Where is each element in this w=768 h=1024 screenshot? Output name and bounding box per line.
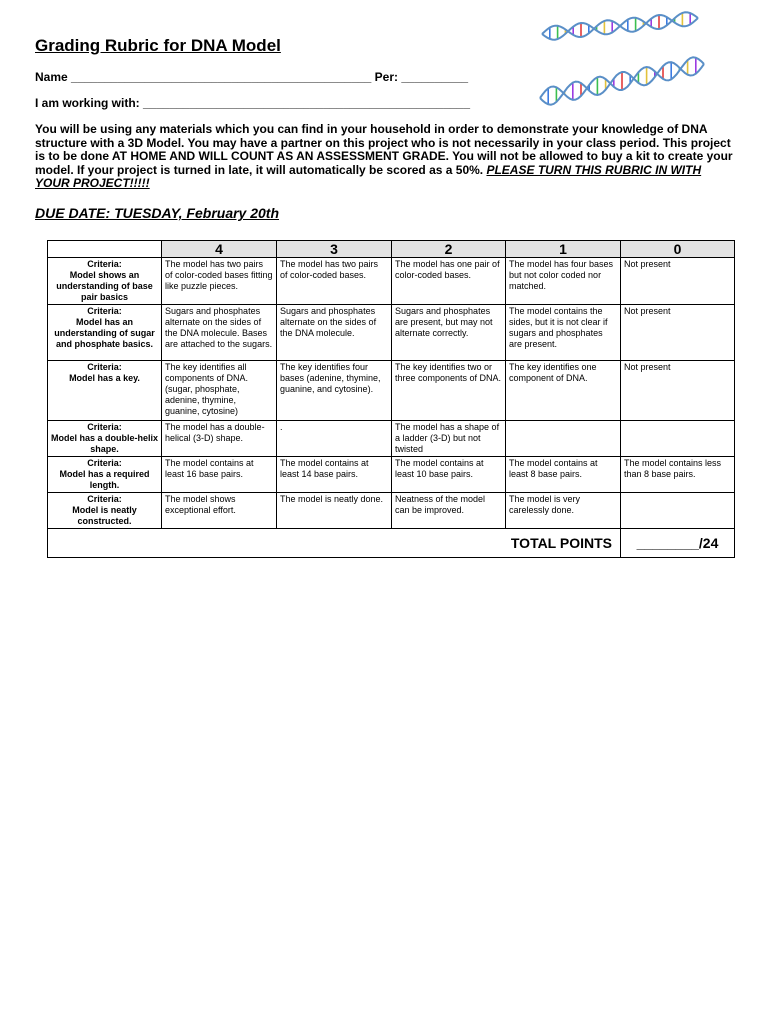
rubric-cell: Not present: [621, 305, 735, 361]
rubric-header-score: 0: [621, 241, 735, 258]
criteria-label: Criteria:: [87, 494, 122, 504]
rubric-cell: The model has a double-helical (3-D) shape.: [162, 421, 277, 457]
rubric-row: [48, 258, 735, 305]
criteria-text: Model is neatly constructed.: [72, 505, 137, 526]
criteria-cell: [48, 457, 162, 493]
criteria-text: Model has an understanding of sugar and phosphate basics.: [54, 317, 155, 349]
rubric-header-row: [48, 241, 735, 258]
rubric-cell: [621, 493, 735, 529]
rubric-cell: Not present: [621, 258, 735, 305]
rubric-cell: The key identifies all components of DNA. (sugar, phosphate, adenine, thymine, guanine, cytosine): [162, 361, 277, 421]
criteria-text: Model has a required length.: [59, 469, 150, 490]
rubric-row: [48, 305, 735, 361]
instructions-paragraph: [35, 123, 735, 191]
rubric-cell: Sugars and phosphates alternate on the sides of the DNA molecule.: [277, 305, 392, 361]
rubric-cell: Neatness of the model can be improved.: [392, 493, 506, 529]
criteria-label: Criteria:: [87, 259, 122, 269]
criteria-text: Model has a double-helix shape.: [51, 433, 159, 454]
instructions-emphasis: PLEASE TURN THIS RUBRIC IN WITH YOUR PROJECT!!!!!: [35, 162, 702, 191]
criteria-label: Criteria:: [87, 422, 122, 432]
rubric-cell: The model contains the sides, but it is not clear if sugars and phosphates are present.: [506, 305, 621, 361]
criteria-label: Criteria:: [87, 458, 122, 468]
rubric-row: [48, 421, 735, 457]
rubric-cell: The model contains at least 16 base pairs.: [162, 457, 277, 493]
rubric-cell: The model contains at least 10 base pairs.: [392, 457, 506, 493]
rubric-cell: The model has one pair of color-coded bases.: [392, 258, 506, 305]
rubric-cell: The model shows exceptional effort.: [162, 493, 277, 529]
total-points-label: TOTAL POINTS: [48, 529, 621, 558]
rubric-table: [47, 240, 735, 558]
criteria-text: Model shows an understanding of base pair basics: [56, 270, 153, 302]
criteria-cell: [48, 305, 162, 361]
rubric-row: [48, 457, 735, 493]
rubric-row: [48, 361, 735, 421]
dna-helix-image: [538, 6, 706, 114]
total-points-value: ________/24: [621, 529, 735, 558]
partner-line: I am working with: _________________________________________________: [35, 96, 471, 110]
rubric-cell: The model contains at least 14 base pairs.: [277, 457, 392, 493]
rubric-cell: The key identifies two or three components of DNA.: [392, 361, 506, 421]
rubric-cell: The model is very carelessly done.: [506, 493, 621, 529]
rubric-cell: The model has two pairs of color-coded bases fitting like puzzle pieces.: [162, 258, 277, 305]
due-date: DUE DATE: TUESDAY, February 20th: [35, 205, 280, 221]
instructions-text: You will be using any materials which you can find in your household in order to demonstrate your knowledge of DNA structure with a 3D Model. You may have a partner on this project who is not necessarily in your class period. This project is to be done AT HOME AND WILL COUNT AS AN ASSESSMENT GRADE. You will not be allowed to buy a kit to create your model. If your project is turned in late, it will automatically be scored as a 50%.: [35, 122, 733, 177]
rubric-cell: The model contains at least 8 base pairs.: [506, 457, 621, 493]
rubric-header-score: 2: [392, 241, 506, 258]
criteria-text: Model has a key.: [69, 373, 140, 383]
criteria-label: Criteria:: [87, 306, 122, 316]
rubric-cell: .: [277, 421, 392, 457]
rubric-cell: Not present: [621, 361, 735, 421]
rubric-header-score: 3: [277, 241, 392, 258]
rubric-cell: The model is neatly done.: [277, 493, 392, 529]
rubric-cell: The model has four bases but not color coded nor matched.: [506, 258, 621, 305]
rubric-cell: The key identifies one component of DNA.: [506, 361, 621, 421]
rubric-header-score: 4: [162, 241, 277, 258]
rubric-cell: The key identifies four bases (adenine, thymine, guanine, and cytosine).: [277, 361, 392, 421]
criteria-cell: [48, 493, 162, 529]
rubric-cell: Sugars and phosphates are present, but may not alternate correctly.: [392, 305, 506, 361]
rubric-cell: [621, 421, 735, 457]
rubric-cell: The model has two pairs of color-coded bases.: [277, 258, 392, 305]
rubric-header-score: 1: [506, 241, 621, 258]
criteria-cell: [48, 421, 162, 457]
rubric-row: [48, 493, 735, 529]
criteria-cell: [48, 361, 162, 421]
rubric-cell: The model has a shape of a ladder (3-D) but not twisted: [392, 421, 506, 457]
rubric-cell: [506, 421, 621, 457]
rubric-cell: Sugars and phosphates alternate on the sides of the DNA molecule. Bases are attached to the sugars.: [162, 305, 277, 361]
rubric-header-blank: [48, 241, 162, 258]
name-period-line: Name _____________________________________________ Per: __________: [35, 70, 469, 84]
criteria-cell: [48, 258, 162, 305]
total-points-row: [48, 529, 735, 558]
criteria-label: Criteria:: [87, 362, 122, 372]
rubric-cell: The model contains less than 8 base pairs.: [621, 457, 735, 493]
page-title: Grading Rubric for DNA Model: [35, 36, 281, 55]
